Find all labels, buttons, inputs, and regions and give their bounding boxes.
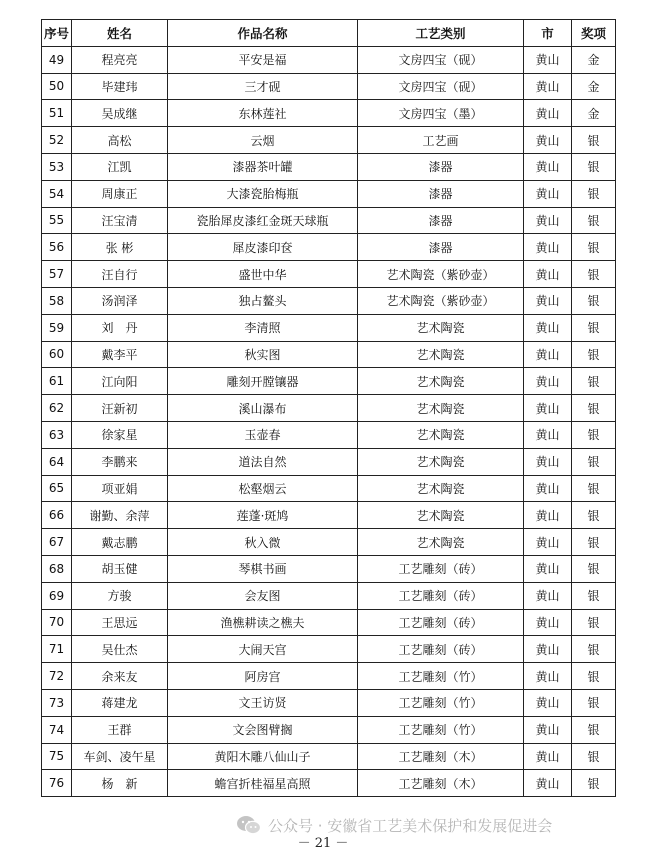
award-level: 银 xyxy=(572,555,616,582)
craft-category: 艺术陶瓷 xyxy=(358,502,524,529)
city: 黄山 xyxy=(524,770,572,797)
city: 黄山 xyxy=(524,207,572,234)
table-row xyxy=(42,448,616,475)
craft-category: 艺术陶瓷 xyxy=(358,421,524,448)
artist-name: 程亮亮 xyxy=(72,46,168,73)
craft-category: 文房四宝（砚） xyxy=(358,73,524,100)
award-level: 银 xyxy=(572,663,616,690)
row-index: 56 xyxy=(42,234,72,261)
award-level: 银 xyxy=(572,502,616,529)
city: 黄山 xyxy=(524,395,572,422)
craft-category: 艺术陶瓷 xyxy=(358,341,524,368)
award-level: 银 xyxy=(572,234,616,261)
row-index: 55 xyxy=(42,207,72,234)
city: 黄山 xyxy=(524,609,572,636)
table-row xyxy=(42,368,616,395)
craft-category: 工艺雕刻（竹） xyxy=(358,716,524,743)
craft-category: 工艺雕刻（木） xyxy=(358,743,524,770)
table-row xyxy=(42,261,616,288)
craft-category: 工艺雕刻（砖） xyxy=(358,636,524,663)
work-title: 犀皮漆印奁 xyxy=(168,234,358,261)
city: 黄山 xyxy=(524,502,572,529)
city: 黄山 xyxy=(524,234,572,261)
craft-category: 艺术陶瓷（紫砂壶） xyxy=(358,261,524,288)
table-row xyxy=(42,663,616,690)
artist-name: 汤润泽 xyxy=(72,287,168,314)
artist-name: 戴志鹏 xyxy=(72,529,168,556)
work-title: 黄阳木雕八仙山子 xyxy=(168,743,358,770)
awards-table xyxy=(41,19,616,797)
work-title: 东林莲社 xyxy=(168,100,358,127)
craft-category: 工艺雕刻（木） xyxy=(358,770,524,797)
table-row xyxy=(42,180,616,207)
artist-name: 蒋建龙 xyxy=(72,689,168,716)
city: 黄山 xyxy=(524,475,572,502)
work-title: 莲蓬·斑鸠 xyxy=(168,502,358,529)
table-row xyxy=(42,529,616,556)
artist-name: 吴成继 xyxy=(72,100,168,127)
work-title: 道法自然 xyxy=(168,448,358,475)
work-title: 漆器茶叶罐 xyxy=(168,153,358,180)
table-row xyxy=(42,314,616,341)
city: 黄山 xyxy=(524,716,572,743)
artist-name: 项亚娟 xyxy=(72,475,168,502)
row-index: 60 xyxy=(42,341,72,368)
page-number: － 21 － xyxy=(297,836,349,851)
table-row xyxy=(42,207,616,234)
table-row xyxy=(42,46,616,73)
city: 黄山 xyxy=(524,529,572,556)
city: 黄山 xyxy=(524,743,572,770)
craft-category: 漆器 xyxy=(358,234,524,261)
craft-category: 工艺雕刻（砖） xyxy=(358,609,524,636)
artist-name: 余来友 xyxy=(72,663,168,690)
craft-category: 艺术陶瓷 xyxy=(358,529,524,556)
header-index: 序号 xyxy=(42,20,72,47)
artist-name: 谢勤、余萍 xyxy=(72,502,168,529)
row-index: 59 xyxy=(42,314,72,341)
row-index: 66 xyxy=(42,502,72,529)
craft-category: 工艺雕刻（砖） xyxy=(358,582,524,609)
table-row xyxy=(42,153,616,180)
city: 黄山 xyxy=(524,689,572,716)
artist-name: 周康正 xyxy=(72,180,168,207)
row-index: 73 xyxy=(42,689,72,716)
row-index: 61 xyxy=(42,368,72,395)
craft-category: 艺术陶瓷 xyxy=(358,475,524,502)
artist-name: 徐家星 xyxy=(72,421,168,448)
craft-category: 漆器 xyxy=(358,153,524,180)
city: 黄山 xyxy=(524,127,572,154)
city: 黄山 xyxy=(524,582,572,609)
craft-category: 艺术陶瓷 xyxy=(358,448,524,475)
artist-name: 车剑、凌午星 xyxy=(72,743,168,770)
work-title: 玉壶春 xyxy=(168,421,358,448)
work-title: 琴棋书画 xyxy=(168,555,358,582)
table-row xyxy=(42,421,616,448)
city: 黄山 xyxy=(524,663,572,690)
award-level: 银 xyxy=(572,207,616,234)
row-index: 49 xyxy=(42,46,72,73)
city: 黄山 xyxy=(524,100,572,127)
table-row xyxy=(42,287,616,314)
row-index: 54 xyxy=(42,180,72,207)
table-row xyxy=(42,127,616,154)
work-title: 三才砚 xyxy=(168,73,358,100)
row-index: 67 xyxy=(42,529,72,556)
award-level: 银 xyxy=(572,421,616,448)
craft-category: 工艺画 xyxy=(358,127,524,154)
award-level: 银 xyxy=(572,770,616,797)
work-title: 雕刻开膛镶器 xyxy=(168,368,358,395)
artist-name: 戴李平 xyxy=(72,341,168,368)
header-city: 市 xyxy=(524,20,572,47)
city: 黄山 xyxy=(524,555,572,582)
craft-category: 工艺雕刻（竹） xyxy=(358,689,524,716)
artist-name: 毕建玮 xyxy=(72,73,168,100)
row-index: 53 xyxy=(42,153,72,180)
city: 黄山 xyxy=(524,421,572,448)
table-row xyxy=(42,770,616,797)
work-title: 大漆瓷胎梅瓶 xyxy=(168,180,358,207)
row-index: 50 xyxy=(42,73,72,100)
craft-category: 漆器 xyxy=(358,180,524,207)
watermark-text: 公众号 · 安徽省工艺美术保护和发展促进会 xyxy=(268,816,553,835)
award-level: 银 xyxy=(572,341,616,368)
table-row xyxy=(42,395,616,422)
craft-category: 漆器 xyxy=(358,207,524,234)
row-index: 72 xyxy=(42,663,72,690)
artist-name: 汪宝清 xyxy=(72,207,168,234)
artist-name: 胡玉健 xyxy=(72,555,168,582)
header-name: 姓名 xyxy=(72,20,168,47)
table-row xyxy=(42,689,616,716)
table-body xyxy=(42,46,616,796)
city: 黄山 xyxy=(524,341,572,368)
table-row xyxy=(42,636,616,663)
artist-name: 王思远 xyxy=(72,609,168,636)
city: 黄山 xyxy=(524,153,572,180)
award-level: 银 xyxy=(572,314,616,341)
work-title: 松壑烟云 xyxy=(168,475,358,502)
work-title: 平安是福 xyxy=(168,46,358,73)
work-title: 溪山瀑布 xyxy=(168,395,358,422)
award-level: 银 xyxy=(572,180,616,207)
table-header-row xyxy=(42,20,616,47)
row-index: 63 xyxy=(42,421,72,448)
row-index: 58 xyxy=(42,287,72,314)
table-row xyxy=(42,100,616,127)
award-level: 银 xyxy=(572,529,616,556)
row-index: 68 xyxy=(42,555,72,582)
award-level: 金 xyxy=(572,100,616,127)
row-index: 64 xyxy=(42,448,72,475)
artist-name: 江向阳 xyxy=(72,368,168,395)
artist-name: 高松 xyxy=(72,127,168,154)
row-index: 69 xyxy=(42,582,72,609)
work-title: 云烟 xyxy=(168,127,358,154)
craft-category: 艺术陶瓷 xyxy=(358,314,524,341)
award-level: 金 xyxy=(572,73,616,100)
header-craft-category: 工艺类别 xyxy=(358,20,524,47)
award-level: 银 xyxy=(572,287,616,314)
craft-category: 文房四宝（墨） xyxy=(358,100,524,127)
artist-name: 张 彬 xyxy=(72,234,168,261)
award-level: 金 xyxy=(572,46,616,73)
row-index: 57 xyxy=(42,261,72,288)
row-index: 71 xyxy=(42,636,72,663)
city: 黄山 xyxy=(524,261,572,288)
award-level: 银 xyxy=(572,368,616,395)
city: 黄山 xyxy=(524,287,572,314)
artist-name: 汪自行 xyxy=(72,261,168,288)
city: 黄山 xyxy=(524,180,572,207)
work-title: 秋实图 xyxy=(168,341,358,368)
table-row xyxy=(42,502,616,529)
craft-category: 艺术陶瓷 xyxy=(358,395,524,422)
artist-name: 吴仕杰 xyxy=(72,636,168,663)
artist-name: 刘 丹 xyxy=(72,314,168,341)
artist-name: 江凯 xyxy=(72,153,168,180)
row-index: 76 xyxy=(42,770,72,797)
table-row xyxy=(42,73,616,100)
work-title: 瓷胎犀皮漆红金斑天球瓶 xyxy=(168,207,358,234)
table-row xyxy=(42,555,616,582)
table-row xyxy=(42,582,616,609)
table-row xyxy=(42,475,616,502)
row-index: 51 xyxy=(42,100,72,127)
award-level: 银 xyxy=(572,395,616,422)
work-title: 秋入微 xyxy=(168,529,358,556)
table-row xyxy=(42,716,616,743)
header-award: 奖项 xyxy=(572,20,616,47)
city: 黄山 xyxy=(524,636,572,663)
craft-category: 文房四宝（砚） xyxy=(358,46,524,73)
row-index: 74 xyxy=(42,716,72,743)
award-level: 银 xyxy=(572,153,616,180)
work-title: 独占鳌头 xyxy=(168,287,358,314)
work-title: 会友图 xyxy=(168,582,358,609)
city: 黄山 xyxy=(524,46,572,73)
work-title: 李清照 xyxy=(168,314,358,341)
award-level: 银 xyxy=(572,743,616,770)
row-index: 65 xyxy=(42,475,72,502)
city: 黄山 xyxy=(524,448,572,475)
row-index: 70 xyxy=(42,609,72,636)
table-row xyxy=(42,609,616,636)
work-title: 文会图臂搁 xyxy=(168,716,358,743)
row-index: 62 xyxy=(42,395,72,422)
row-index: 52 xyxy=(42,127,72,154)
award-level: 银 xyxy=(572,448,616,475)
work-title: 阿房宫 xyxy=(168,663,358,690)
craft-category: 艺术陶瓷（紫砂壶） xyxy=(358,287,524,314)
work-title: 文王访贤 xyxy=(168,689,358,716)
craft-category: 工艺雕刻（竹） xyxy=(358,663,524,690)
city: 黄山 xyxy=(524,314,572,341)
city: 黄山 xyxy=(524,73,572,100)
award-level: 银 xyxy=(572,636,616,663)
header-work-title: 作品名称 xyxy=(168,20,358,47)
award-level: 银 xyxy=(572,716,616,743)
work-title: 蟾宫折桂福星高照 xyxy=(168,770,358,797)
craft-category: 艺术陶瓷 xyxy=(358,368,524,395)
award-level: 银 xyxy=(572,609,616,636)
award-level: 银 xyxy=(572,689,616,716)
craft-category: 工艺雕刻（砖） xyxy=(358,555,524,582)
award-level: 银 xyxy=(572,261,616,288)
artist-name: 李鹏来 xyxy=(72,448,168,475)
award-level: 银 xyxy=(572,127,616,154)
artist-name: 方骏 xyxy=(72,582,168,609)
artist-name: 汪新初 xyxy=(72,395,168,422)
work-title: 盛世中华 xyxy=(168,261,358,288)
work-title: 渔樵耕读之樵夫 xyxy=(168,609,358,636)
award-level: 银 xyxy=(572,582,616,609)
row-index: 75 xyxy=(42,743,72,770)
artist-name: 王群 xyxy=(72,716,168,743)
table-row xyxy=(42,743,616,770)
work-title: 大闹天宫 xyxy=(168,636,358,663)
table-row xyxy=(42,234,616,261)
artist-name: 杨 新 xyxy=(72,770,168,797)
city: 黄山 xyxy=(524,368,572,395)
table-row xyxy=(42,341,616,368)
award-level: 银 xyxy=(572,475,616,502)
